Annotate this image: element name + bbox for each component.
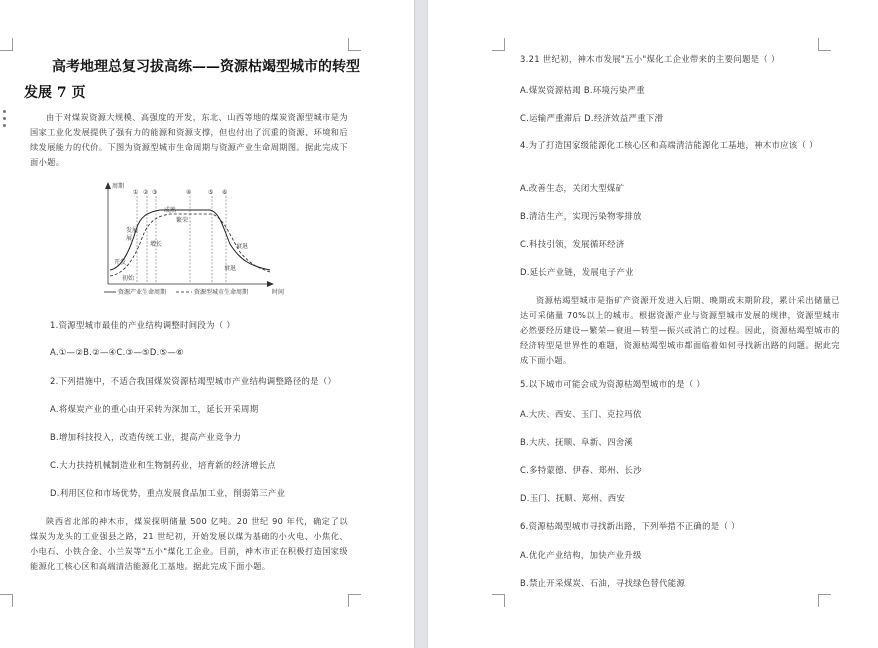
crop-mark [492, 594, 505, 607]
figure-stage-label: 繁荣 [176, 217, 189, 224]
question-5-option-c: C.多特蒙德、伊春、郑州、长沙 [520, 465, 642, 475]
crop-mark [818, 38, 831, 51]
document-title: 高考地理总复习拔高练——资源枯竭型城市的转型发展 7 页 [24, 59, 360, 101]
figure-marker: ② [143, 189, 149, 196]
question-1-options: A.①—②B.②—④C.③—⑤D.⑤—⑥ [50, 347, 184, 357]
question-4-option-b: B.清洁生产，实现污染物零排放 [520, 211, 642, 221]
figure-stage-label: 开发 [114, 259, 127, 266]
figure-marker: ⑤ [208, 189, 214, 196]
question-4-option-c: C.科技引领，发展循环经济 [520, 239, 625, 249]
question-2-option-b: B.增加科技投入，改造传统工业，提高产业竞争力 [50, 432, 242, 442]
crop-mark [348, 594, 361, 607]
figure-stage-label: 成熟 [164, 207, 177, 214]
question-5: 5.以下城市可能会成为资源枯竭型城市的是（ ） [520, 379, 706, 389]
figure-stage-label: 衰退 [236, 243, 249, 250]
figure-marker: ④ [186, 189, 192, 196]
question-5-option-a: A.大庆、西安、玉门、克拉玛依 [520, 409, 642, 419]
question-2: 2.下列措施中，不适合我国煤炭资源枯竭型城市产业结构调整路径的是（） [50, 376, 337, 386]
question-4-option-d: D.延长产业链，发展电子产业 [520, 267, 634, 277]
question-3: 3.21 世纪初，神木市发展"五小"煤化工企业带来的主要问题是（ ） [520, 54, 780, 64]
question-5-option-d: D.玉门、抚顺、郑州、西安 [520, 493, 626, 503]
figure-y-axis-label: 周期 [112, 183, 125, 190]
figure-x-axis-label: 时间 [272, 289, 285, 296]
shenmu-paragraph: 陕西省北部的神木市，煤炭探明储量 500 亿吨。20 世纪 90 年代，确定了以煤炭为龙头的工业强县之路，21 世纪初，开始发展以煤为基础的小火电、小焦化、小电石、小铁合金、小兰炭等"五小"煤化工企业。目前，神木市正在积极打造国家级能源化工核心区和高端清洁能源化工基地。据此完成下面小题。 [30, 516, 348, 571]
question-4: 4.为了打造国家级能源化工核心区和高端清洁能源化工基地，神木市应该（ ） [520, 140, 818, 150]
figure-marker: ⑥ [222, 189, 228, 196]
crop-mark [0, 594, 13, 607]
drag-handle-icon[interactable] [3, 110, 7, 131]
question-2-option-d: D.利用区位和市场优势，重点发展食品加工业，削弱第三产业 [50, 488, 286, 498]
crop-mark [348, 38, 361, 51]
lifecycle-figure [100, 180, 300, 298]
question-1: 1.资源型城市最佳的产业结构调整时间段为（ ） [50, 320, 236, 330]
figure-stage-label: 初始 [122, 275, 135, 282]
question-3-options-cd: C.运输严重滞后 D.经济效益严重下滑 [520, 113, 664, 123]
figure-stage-label: 展 [126, 235, 133, 242]
crop-mark [818, 594, 831, 607]
figure-marker: ① [133, 189, 139, 196]
question-3-options-ab: A.煤炭资源枯竭 B.环境污染严重 [520, 85, 645, 95]
question-2-option-a: A.将煤炭产业的重心由开采转为深加工，延长开采周期 [50, 404, 259, 414]
question-6-option-a: A.优化产业结构，加快产业升级 [520, 550, 642, 560]
depletion-paragraph: 资源枯竭型城市是指矿产资源开发进入后期、晚期或末期阶段，累计采出储量已达可采储量 70%以上的城市。根据资源产业与资源型城市发展的规律，资源型城市必然要经历建设—繁荣—衰退—转型—振兴或消亡的过程。因此，资源枯竭型城市的经济转型是世界性的难题，资源枯竭型城市都面临着如何寻找新出路的问题。据此完成下面小题。 [520, 295, 840, 365]
figure-stage-label: 增长 [150, 241, 163, 248]
figure-legend-solid: 资源产业生命周期 [118, 289, 167, 296]
question-6: 6.资源枯竭型城市寻找新出路，下列举措不正确的是（ ） [520, 521, 740, 531]
document-page-right [428, 0, 878, 648]
question-2-option-c: C.大力扶持机械制造业和生物制药业，培育新的经济增长点 [50, 460, 276, 470]
document-page-left [0, 0, 414, 648]
question-5-option-b: B.大庆、抚顺、阜新、四舍溪 [520, 437, 634, 447]
figure-marker: ③ [152, 189, 158, 196]
intro-paragraph: 由于对煤炭资源大规模、高强度的开发，东北、山西等地的煤炭资源型城市是为国家工业化发展提供了强有力的能源和资源支撑，但也付出了沉重的资源、环境和后续发展能力的代价。下图为资源型城市生命周期与资源产业生命周期图。据此完成下面小题。 [30, 112, 348, 167]
question-4-option-a: A.改善生态，关闭大型煤矿 [520, 183, 625, 193]
figure-stage-label: 衰退 [224, 265, 237, 272]
question-6-option-b: B.禁止开采煤炭、石油，寻找绿色替代能源 [520, 578, 686, 588]
figure-stage-label: 发展 [126, 227, 139, 234]
page-gutter [414, 0, 428, 648]
figure-legend-dashed: 资源型城市生命周期 [194, 289, 249, 296]
crop-mark [0, 38, 13, 51]
crop-mark [492, 38, 505, 51]
